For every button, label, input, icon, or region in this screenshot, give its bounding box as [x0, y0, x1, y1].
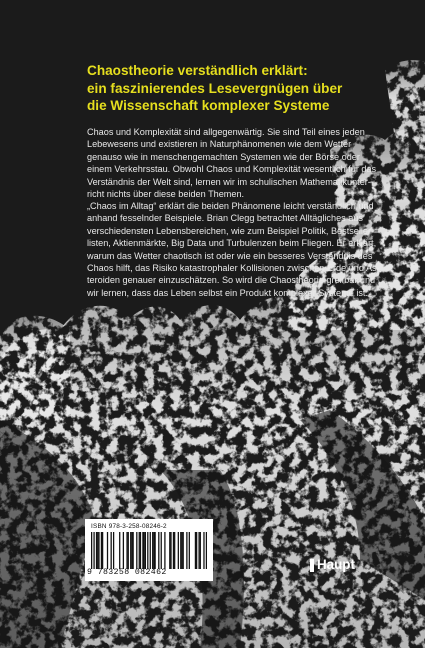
blurb-line: „Chaos im Alltag“ erklärt die beiden Phänomene leicht verständlich und: [87, 201, 374, 211]
barcode-bar: [189, 532, 190, 569]
barcode-bar: [180, 532, 181, 569]
barcode-bar: [139, 532, 140, 569]
barcode-bar: [200, 532, 201, 569]
barcode-bar: [147, 532, 148, 569]
publisher-name: Haupt: [317, 557, 355, 572]
barcode-bar: [91, 532, 92, 569]
headline-line: ein faszinierendes Lesevergnügen über: [87, 80, 343, 96]
barcode-bar: [170, 532, 171, 569]
blurb-paragraph-2: [87, 200, 387, 299]
publisher-mark-icon: [310, 559, 314, 572]
headline-line: die Wissenschaft komplexer Systeme: [87, 98, 330, 113]
barcode-bar: [206, 532, 207, 569]
barcode-bar: [93, 532, 94, 569]
barcode-bar: [154, 532, 155, 569]
barcode-bar: [198, 532, 199, 569]
barcode-bar: [173, 532, 174, 569]
barcode-bar: [152, 532, 153, 569]
headline: [87, 62, 397, 115]
blurb-line: Lebewesens und existieren in Naturphänomenen wie dem Wetter: [87, 139, 352, 150]
barcode-bar: [183, 532, 184, 569]
barcode-bar: [97, 532, 98, 569]
barcode-bar: [123, 532, 124, 569]
barcode-bar: [107, 532, 108, 569]
blurb-line: einem Verkehrsstau. Obwohl Chaos und Komplexität wesentlich für das: [87, 164, 377, 175]
blurb-line: richt nichts über diese beiden Themen.: [87, 189, 245, 200]
barcode-bar: [101, 532, 102, 569]
blurb-line: Verständnis der Welt sind, lernen wir im schulischen Mathematikunter-: [87, 176, 371, 187]
barcode-bar: [203, 532, 204, 569]
barcode-bar: [140, 532, 141, 569]
barcode-bar: [128, 532, 129, 569]
blurb-line: wir lernen, dass das Leben selbst ein Produkt komplexer Systeme ist.: [87, 287, 368, 298]
barcode-bar: [111, 532, 112, 569]
barcode: [85, 519, 213, 581]
blurb-line: warum das Wetter chaotisch ist oder wie ein besseres Verständnis des: [87, 250, 373, 261]
barcode-digits: 9 783258 082462: [87, 568, 167, 577]
blurb-line: Chaos und Komplexität sind allgegenwärtig. Sie sind Teil eines jeden: [87, 127, 365, 137]
blurb-line: verschiedensten Lebensbereichen, wie zum Beispiel Politik, Bestseller-: [87, 225, 375, 236]
barcode-bar: [181, 532, 182, 569]
barcode-bar: [178, 532, 179, 569]
barcode-bar: [102, 532, 103, 569]
isbn-label: ISBN 978-3-258-08246-2: [91, 523, 167, 530]
barcode-bar: [98, 532, 99, 569]
blurb-line: listen, Aktienmärkte, Big Data und Turbulenzen beim Fliegen. Er erklärt,: [87, 238, 377, 249]
blurb-line: teroiden genauer einzuschätzen. So wird die Chaostheorie greifbar und: [87, 275, 376, 286]
barcode-bar: [119, 532, 120, 569]
barcode-bar: [161, 532, 162, 569]
barcode-bar: [145, 532, 146, 569]
barcode-bar: [169, 532, 170, 569]
barcode-bar: [186, 532, 187, 569]
blurb-line: anhand fesselnder Beispiele. Brian Clegg betrachtet Alltägliches aus: [87, 213, 363, 224]
barcode-bar: [113, 532, 114, 569]
barcode-bar: [133, 532, 134, 569]
barcode-bars: [91, 532, 207, 569]
barcode-bar: [174, 532, 175, 569]
barcode-bar: [131, 532, 132, 569]
barcode-bar: [153, 532, 154, 569]
barcode-bar: [158, 532, 159, 569]
barcode-bar: [136, 532, 137, 569]
barcode-bar: [144, 532, 145, 569]
barcode-bar: [142, 532, 143, 569]
barcode-bar: [126, 532, 127, 569]
headline-line: Chaostheorie verständlich erklärt:: [87, 63, 308, 78]
publisher-logo: [310, 557, 355, 573]
barcode-bar: [96, 532, 97, 569]
blurb-line: Chaos hilft, das Risiko katastrophaler Kollisionen zwischen Erde und As-: [87, 263, 380, 274]
barcode-bar: [150, 532, 151, 569]
barcode-bar: [164, 532, 165, 569]
barcode-bar: [196, 532, 197, 569]
barcode-bar: [195, 532, 196, 569]
blurb-paragraph-1: [87, 126, 387, 200]
barcode-bar: [130, 532, 131, 569]
blurb-line: genauso wie in menschengemachten Systemen wie der Börse oder: [87, 151, 360, 162]
